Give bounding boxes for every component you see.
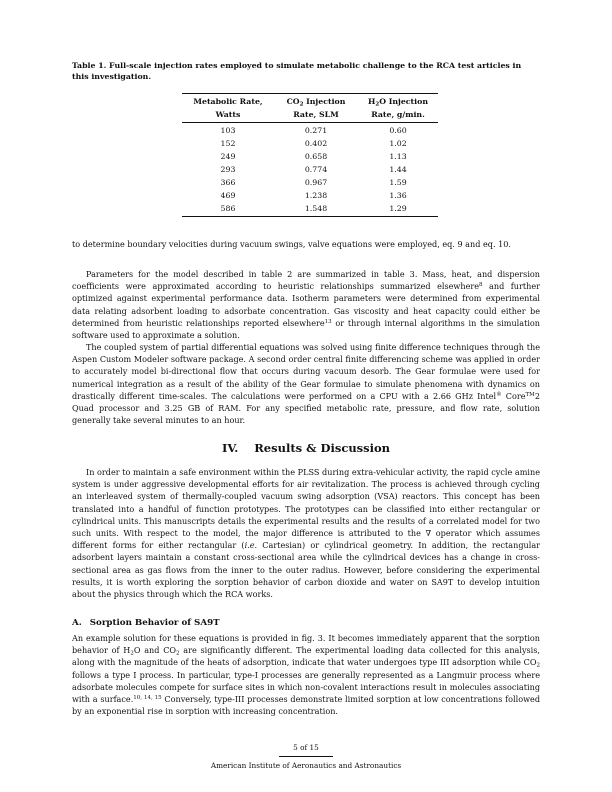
- header-h2o-injection: $H_2O$ Injection: [358, 94, 438, 109]
- table-cell: 0.774: [304, 165, 328, 174]
- citation: 13: [324, 318, 332, 325]
- table-row: [182, 137, 438, 150]
- table-cell: 1.13: [389, 152, 407, 161]
- paragraph-sorption-behavior: An example solution for these equations is provided in fig. 3. It becomes immediately apparent that the sorption behavior of $H_2O$ and $CO_2$ are significantly different. The experimental loading data collected for this analysis, along with the magnitude of the heats of adsorption, indicate that water undergoes type III adsorption while $CO_2$ follows a type I process. In particular, type-I processes are generally represented as a Langmuir process where adsorbate molecules compete for surface sites in which non-covalent interactions result in molecules associating with a surface.$^{10, 14, 15}$ Conversely, type-III processes demonstrate limited sorption at low concentrations followed by an exponential rise in sorption with increasing concentration.: [72, 633, 540, 717]
- table-cell: 1.238: [304, 191, 328, 200]
- paragraph-model-parameters: Parameters for the model described in table 2 are summarized in table 3. Mass, heat, and dispersion coefficients were approximated according to heuristic relationships summarized elsewhere$^8$ and further optimized against experimental performance data. Isotherm parameters were determined from experimental data relating adsorbent loading to adsorbate concentration. Gas viscosity and heat capacity could either be determined from heuristic relationships reported elsewhere$^{13}$ or through internal algorithms in the simulation software used to approximate a solution.: [72, 269, 541, 341]
- table-cell: 586: [182, 202, 274, 217]
- table-cell: 0.271: [304, 126, 328, 135]
- table-cell: 0.60: [389, 126, 407, 135]
- table-caption: Table 1. Full-scale injection rates employed to simulate metabolic challenge to the RCA test articles in this investigation.: [72, 61, 522, 81]
- table-row: [182, 150, 438, 163]
- table-cell: 0.658: [304, 152, 328, 161]
- table-cell: 1.548: [274, 202, 358, 217]
- table-cell: 1.44: [389, 165, 407, 174]
- injection-rates-table: [182, 93, 438, 217]
- header-metabolic-rate: Metabolic Rate,: [182, 94, 274, 109]
- citation: 8: [479, 282, 483, 289]
- table-row: [182, 123, 438, 138]
- table-cell: 0.967: [304, 178, 328, 187]
- table-cell: 469: [220, 191, 236, 200]
- paragraph-boundary-velocities: to determine boundary velocities during vacuum swings, valve equations were employed, eq. 9 and eq. 10.: [72, 239, 511, 249]
- page-number: 5 of 15: [293, 743, 319, 752]
- table-cell: 366: [220, 178, 236, 187]
- header-co2-injection: $CO_2$ Injection: [274, 94, 358, 109]
- header-watts: Watts: [182, 108, 274, 123]
- table-cell: 1.02: [389, 139, 407, 148]
- table-cell: 152: [220, 139, 236, 148]
- table-cell: 249: [220, 152, 236, 161]
- footer-text: American Institute of Aeronautics and Astronautics: [210, 761, 402, 770]
- citation: 10, 14, 15: [133, 695, 162, 702]
- table-cell: 1.36: [389, 191, 407, 200]
- table-row: [182, 176, 438, 189]
- header-rate-gmin: Rate, g/min.: [358, 108, 438, 123]
- table-cell: 1.59: [389, 178, 407, 187]
- paragraph-numerical-solution: The coupled system of partial differential equations was solved using finite difference techniques through the Aspen Custom Modeler software package. A second order central finite differencing scheme was applied in order to accurately model bi-directional flow that occurs during vacuum desorb. The Gear formulae were used for numerical integration as a result of the ability of the Gear formulae to simulate phenomena with dynamics on drastically different time-scales. The calculations were performed on a CPU with a 2.66 GHz Intel® Core™2 Quad processor and 3.25 GB of RAM. For any specified metabolic rate, pressure, and flow rate, solution generally take several minutes to an hour.: [72, 342, 540, 426]
- header-rate-slm: Rate, SLM: [274, 108, 358, 123]
- table-cell: 1.29: [358, 202, 438, 217]
- table-row: [182, 202, 438, 217]
- table-cell: 0.402: [304, 139, 328, 148]
- table-row: [182, 163, 438, 176]
- subsection-heading: A. Sorption Behavior of SA9T: [72, 618, 220, 628]
- paragraph-results-intro: In order to maintain a safe environment within the PLSS during extra-vehicular activity, the rapid cycle amine system is under aggressive developmental efforts for air revitalization. The process is achieved through cycling an interleaved system of thermally-coupled vacuum swing adsorption (VSA) reactors. This concept has been translated into a handful of function prototypes. The prototypes can be classified into either rectangular or cylindrical units. This manuscripts details the experimental results and the results of a correlated model for two such units. With respect to the model, the major difference is attributed to the ∇ operator which assumes different forms for either rectangular (i.e. Cartesian) or cylindrical geometry. In addition, the rectangular adsorbent layers maintain a constant cross-sectional area while the cylindrical devices has a change in cross-sectional area as gas flows from the inner to the outer radius. However, before considering the experimental results, it is worth exploring the sorption behavior of carbon dioxide and water on SA9T to develop intuition about the physics through which the RCA works.: [72, 467, 541, 600]
- table-row: [182, 189, 438, 202]
- footer-rule: [279, 756, 333, 757]
- section-heading: IV. Results & Discussion: [221, 441, 391, 455]
- table-cell: 103: [220, 126, 236, 135]
- table-cell: 293: [220, 165, 236, 174]
